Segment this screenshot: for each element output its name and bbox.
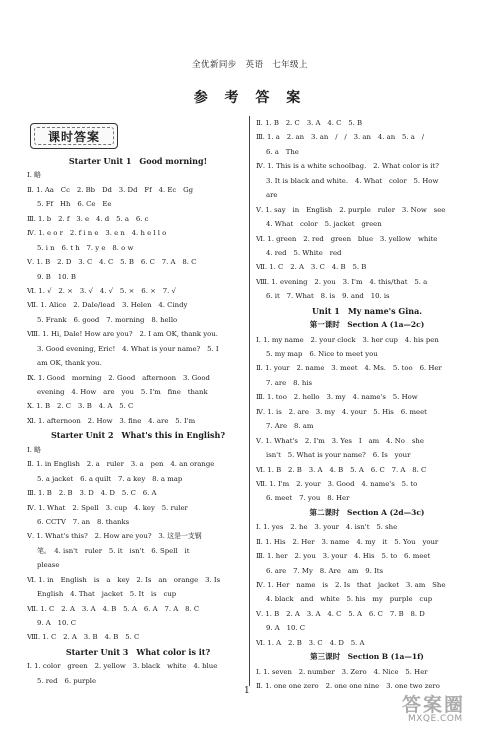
answer-line: 5. my map 6. Nice to meet you [266,350,378,358]
answer-line: Ⅵ. 1. B 2. B 3. A 4. B 5. A 6. C 7. A 8. C [256,465,427,474]
answer-line: Ⅰ. 略 [27,171,41,180]
answer-line: Ⅵ. 1. √ 2. × 3. √ 4. √ 5. × 6. × 7. √ [27,286,176,295]
answer-line: Ⅺ. 1. afternoon 2. How 3. fine 4. are 5. I'm [27,416,196,425]
answer-line: 4. red 5. White red [266,248,342,257]
watermark-logo [402,690,494,728]
answer-line: Ⅲ. 1. her 2. you 3. your 4. His 5. to 6. meet [256,552,431,561]
answer-line: Ⅹ. 1. B 2. C 3. B 4. A 5. C [27,402,134,411]
answer-line: Ⅴ. 1. What's this? 2. How are you? 3. 这是一支钢 [27,532,202,541]
answer-line: Ⅳ. 1. is 2. are 3. my 4. your 5. His 6. meet [256,407,427,416]
answer-line: Ⅷ. 1. evening 2. you 3. I'm 4. this/that 5. a [256,277,428,286]
answer-line: Ⅰ. 1. color green 2. yellow 3. black white 4. blue [27,662,218,671]
answer-line: 5. red 6. purple [37,676,97,685]
answer-line: Ⅵ. 1. A 2. B 3. C 4. D 5. A [256,638,365,647]
answer-line: Ⅲ. 1. b 2. f 3. e 4. d 5. a 6. c [27,214,149,223]
answer-line: 3. It is black and white. 4. What color 5. How [266,176,439,185]
answer-line: Ⅰ. 1. yes 2. he 3. your 4. isn't 5. she [256,523,398,532]
section-heading: Starter Unit 1 Good morning! [68,156,208,166]
answer-line: please [37,561,60,570]
answer-line: English 4. That jacket 5. It is cup [37,590,177,599]
page-number: 1 [244,686,250,696]
answer-line: Ⅳ. 1. What 2. Spell 3. cup 4. key 5. ruler [27,503,188,512]
answer-line: Ⅷ. 1. C 2. A 3. B 4. B 5. C [27,633,140,642]
answer-line: Ⅱ. 1. in English 2. a ruler 3. a pen 4. an orange [27,460,215,469]
answer-line: 笔。 4. isn't ruler 5. it isn't 6. Spell it [37,546,190,555]
lesson-heading: 第一课时 Section A (1a—2c) [309,320,425,330]
section-banner: 课时答案 [30,123,118,149]
answer-line: 4. What color 5. jacket green [266,220,382,229]
answer-line: 6. meet 7. you 8. Her [266,494,350,503]
answer-line: Ⅶ. 1. C 2. A 3. C 4. B 5. B [256,263,367,272]
answer-line: Ⅰ. 1. seven 2. number 3. Zero 4. Nice 5. Her [256,667,428,676]
answer-line: Ⅳ. 1. Her name is 2. Is that jacket 3. am She [256,581,446,589]
answer-column-right [256,116,478,694]
section-heading: Starter Unit 3 What color is it? [65,646,211,657]
answer-line: 6. CCTV 7. an 8. thanks [37,517,130,526]
answer-column-left [27,154,249,688]
answer-line: Ⅶ. 1. C 2. A 3. A 4. B 5. A 6. A 7. A 8. C [27,604,200,613]
answer-line: Ⅵ. 1. green 2. red green blue 3. yellow white [256,234,438,243]
answer-line: Ⅸ. 1. Good morning 2. Good afternoon 3. Good [27,373,210,382]
section-heading: Starter Unit 2 What's this in English? [50,430,226,441]
answer-line: 6. are 7. My 8. Are am 9. Its [266,566,384,575]
answer-line: Ⅰ. 略 [27,445,41,454]
answer-line: am OK, thank you. [37,359,102,368]
answer-line: Ⅱ. 1. His 2. Her 3. name 4. my it 5. You your [256,537,439,546]
answer-line: 6. it 7. What 8. is 9. and 10. is [266,292,390,301]
answer-line: Ⅴ. 1. B 2. A 3. A 4. C 5. A 6. C 7. B 8. D [256,609,425,618]
answer-line: Ⅴ. 1. say in English 2. purple ruler 3. Now see [256,205,446,214]
answer-line: Ⅲ. 1. B 2. B 3. D 4. D 5. C 6. A [27,489,157,498]
lesson-heading: 第三课时 Section B (1a—1f) [310,652,424,662]
column-divider [249,116,250,686]
answer-line: Ⅵ. 1. in English is a key 2. Is an orange 3. Is [27,575,221,584]
answer-line: 6. a The [266,147,299,156]
answer-line: 5. i n 6. t h 7. y e 8. o w [37,243,134,252]
answer-line: Ⅴ. 1. B 2. D 3. C 4. C 5. B 6. C 7. A 8. C [27,258,197,267]
answer-line: 5. a jacket 6. a quilt 7. a key 8. a map [37,474,183,483]
answer-line: 4. black and white 5. his my purple cup [266,595,433,604]
answer-line: 5. Ff Hh 6. Ce Ee [37,200,112,209]
answer-line: Ⅶ. 1. Alice 2. Dale/lead 3. Helen 4. Cindy [27,301,188,310]
answer-line: Ⅲ. 1. too 2. hello 3. my 4. name's 5. How [256,393,418,402]
answer-line: isn't 5. What is your name? 6. Is your [266,451,411,460]
answer-line: 3. Good evening, Eric! 4. What is your name? 5. I [37,344,219,353]
book-header: 全优新同步 英语 七年级上 [192,60,308,70]
watermark-text: 答案圈 [402,694,466,716]
answer-line: 9. A 10. C [37,619,77,627]
answer-line: 9. B 10. B [37,272,76,281]
answer-line: 7. are 8. his [266,378,313,387]
answer-line: Ⅰ. 1. my name 2. your clock 3. her cup 4. his pen [256,335,439,344]
answer-line: Ⅲ. 1. a 2. an 3. an / / 3. an 4. an 5. a / [256,133,425,142]
answer-line: Ⅳ. 1. This is a white schoolbag. 2. What color is it? [256,162,439,171]
answer-line: Ⅴ. 1. What's 2. I'm 3. Yes I am 4. No she [256,436,424,445]
answer-line: Ⅶ. 1. I'm 2. your 3. Good 4. name's 5. to [256,479,418,488]
answer-line: evening 4. How are you 5. I'm fine thank [37,388,208,396]
lesson-heading: 第二课时 Section A (2d—3c) [309,507,425,517]
answer-line: 7. Are 8. am [266,422,314,431]
watermark-url: MXQE.COM [408,714,463,724]
answer-line: Ⅱ. 1. B 2. C 3. A 4. C 5. B [256,119,363,127]
page-title: 参 考 答 案 [193,90,307,106]
answer-line: 9. A 10. C [266,624,306,633]
answer-line: Ⅱ. 1. your 2. name 3. meet 4. Ms. 5. too 6. Her [256,364,442,373]
section-heading: Unit 1 My name's Gina. [311,305,423,316]
answer-line: Ⅷ. 1. Hi, Dale! How are you? 2. I am OK, thank you. [27,330,218,339]
answer-line: Ⅱ. 1. one one zero 2. one one nine 3. one two zero [256,682,440,691]
answer-line: Ⅳ. 1. e o r 2. f i n e 3. e n 4. h e l l o [27,229,167,238]
answer-line: are [266,191,278,200]
answer-line: 5. Frank 6. good 7. morning 8. hello [37,315,178,324]
answer-line: Ⅱ. 1. Aa Cc 2. Bb Dd 3. Dd Ff 4. Ec Gg [27,185,194,194]
